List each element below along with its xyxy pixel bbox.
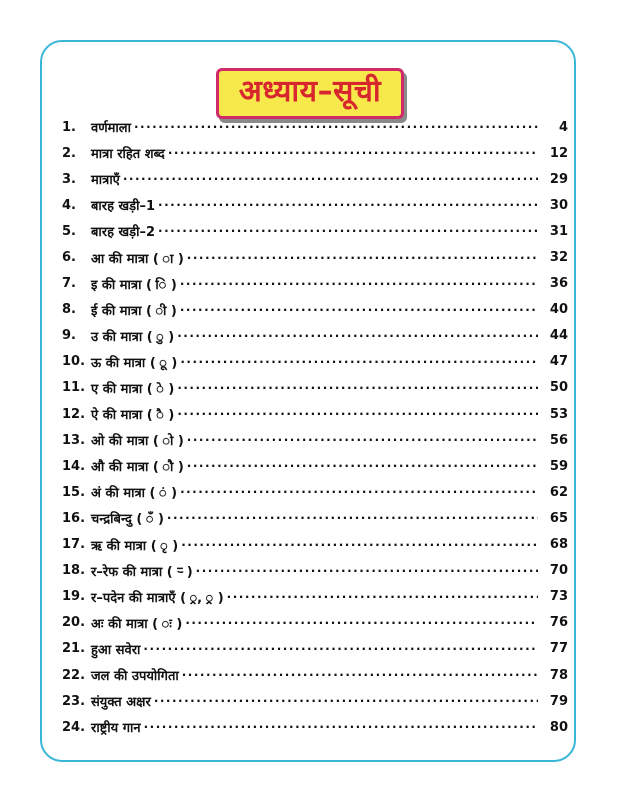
toc-entry-title: राष्ट्रीय गान [91, 721, 141, 737]
toc-entry-title: ए की मात्रा ( े ) [91, 381, 175, 397]
toc-entry-number: 4. [62, 197, 76, 213]
toc-entry-number: 23. [62, 693, 86, 709]
toc-entry [62, 323, 568, 349]
toc-entry-page: 44 [549, 328, 568, 344]
toc-entry-title: जल की उपयोगिता [91, 669, 179, 685]
page-title: अध्याय–सूची [216, 68, 404, 119]
toc-entry-number: 8. [62, 302, 76, 318]
toc-entry [62, 505, 568, 531]
toc-entry [62, 349, 568, 375]
toc-entry [62, 192, 568, 218]
dot-leader [187, 251, 538, 265]
toc-entry-number: 20. [62, 615, 86, 631]
toc-entry-number: 9. [62, 328, 76, 344]
toc-entry [62, 662, 568, 688]
toc-entry [62, 558, 568, 584]
dot-leader [144, 720, 538, 734]
toc-entry-page: 29 [549, 171, 568, 187]
toc-entry-page: 47 [549, 354, 568, 370]
toc-entry [62, 375, 568, 401]
toc-entry-page: 4 [558, 119, 568, 135]
toc-entry [62, 453, 568, 479]
toc-entry-number: 18. [62, 563, 86, 579]
dot-leader [158, 224, 538, 238]
toc-entry-number: 7. [62, 276, 76, 292]
toc-entry-page: 59 [549, 458, 568, 474]
toc-entry-page: 77 [549, 641, 568, 657]
toc-entry [62, 636, 568, 662]
toc-entry-title: अः की मात्रा ( ः ) [91, 616, 183, 632]
dot-leader [158, 198, 538, 212]
toc-entry [62, 166, 568, 192]
toc-entry-number: 14. [62, 458, 86, 474]
toc-entry-title: ऊ की मात्रा ( ू ) [91, 355, 178, 371]
toc-entry-title: र–पदेन की मात्राएँ ( ्र, ्र ) [91, 590, 224, 606]
toc-entry [62, 244, 568, 270]
toc-entry-title: बारह खड़ी–1 [91, 199, 156, 215]
toc-entry-title: मात्राएँ [91, 173, 120, 189]
dot-leader [177, 381, 538, 395]
toc-entry-page: 53 [549, 406, 568, 422]
toc-entry-number: 1. [62, 119, 76, 135]
toc-entry-page: 68 [549, 537, 568, 553]
dot-leader [187, 459, 538, 473]
title-banner [0, 68, 620, 119]
toc-entry [62, 714, 568, 740]
toc-entry-title: औ की मात्रा ( ौ ) [91, 460, 184, 476]
toc-entry-page: 12 [549, 145, 568, 161]
toc-entry-number: 10. [62, 354, 86, 370]
toc-entry-page: 40 [549, 302, 568, 318]
toc-entry [62, 427, 568, 453]
toc-entry-page: 79 [549, 693, 568, 709]
dot-leader [123, 172, 538, 186]
toc-entry-number: 21. [62, 641, 86, 657]
toc-entry [62, 271, 568, 297]
toc-entry-page: 36 [549, 276, 568, 292]
toc-entry [62, 218, 568, 244]
dot-leader [143, 642, 537, 656]
toc-entry [62, 114, 568, 140]
toc-entry-title: ओ की मात्रा ( ो ) [91, 434, 184, 450]
toc-entry [62, 401, 568, 427]
toc-entry [62, 610, 568, 636]
toc-entry-title: आ की मात्रा ( ा ) [91, 251, 184, 267]
toc-entry-number: 2. [62, 145, 76, 161]
toc-entry-number: 22. [62, 667, 86, 683]
toc-entry-number: 24. [62, 719, 86, 735]
dot-leader [154, 694, 538, 708]
toc-entry-page: 62 [549, 484, 568, 500]
dot-leader [180, 485, 538, 499]
toc-entry-page: 50 [549, 380, 568, 396]
toc-entry [62, 584, 568, 610]
toc-entry-title: हुआ सवेरा [91, 642, 141, 658]
toc-entry-number: 6. [62, 250, 76, 266]
toc-entry-title: चन्द्रबिन्दु ( ँ ) [91, 512, 164, 528]
toc-entry-number: 19. [62, 589, 86, 605]
toc-entry [62, 140, 568, 166]
toc-entry-number: 15. [62, 484, 86, 500]
toc-entry-title: उ की मात्रा ( ु ) [91, 329, 175, 345]
toc-entry-title: वर्णमाला [91, 121, 131, 137]
toc-entry-title: बारह खड़ी–2 [91, 225, 156, 241]
toc-entry [62, 532, 568, 558]
toc-entry-number: 17. [62, 537, 86, 553]
toc-entry-number: 5. [62, 223, 76, 239]
toc-entry-page: 65 [549, 510, 568, 526]
toc-entry [62, 479, 568, 505]
toc-entry-page: 73 [549, 589, 568, 605]
dot-leader [180, 355, 538, 369]
dot-leader [168, 146, 538, 160]
dot-leader [227, 590, 538, 604]
toc-entry-title: मात्रा रहित शब्द [91, 147, 165, 163]
dot-leader [185, 616, 538, 630]
toc-entry-number: 3. [62, 171, 76, 187]
toc-entry-page: 32 [549, 250, 568, 266]
dot-leader [196, 564, 538, 578]
dot-leader [180, 277, 538, 291]
dot-leader [180, 303, 538, 317]
toc-entry-page: 56 [549, 432, 568, 448]
toc-entry [62, 688, 568, 714]
toc-entry-page: 70 [549, 563, 568, 579]
dot-leader [167, 511, 538, 525]
toc-entry-title: ऐ की मात्रा ( ै ) [91, 408, 175, 424]
dot-leader [181, 538, 538, 552]
dot-leader [182, 668, 538, 682]
toc-entry-number: 11. [62, 380, 86, 396]
toc-entry-page: 31 [549, 223, 568, 239]
toc-entry-page: 78 [549, 667, 568, 683]
toc-entry-title: संयुक्त अक्षर [91, 695, 151, 711]
toc-entry-page: 80 [549, 719, 568, 735]
toc-entry-title: ऋ की मात्रा ( ृ ) [91, 538, 179, 554]
toc-entry-number: 13. [62, 432, 86, 448]
toc-entry-page: 30 [549, 197, 568, 213]
dot-leader [187, 433, 538, 447]
toc-entry-title: र–रेफ की मात्रा ( र्‍ ) [91, 564, 193, 580]
dot-leader [177, 407, 538, 421]
toc-entry-number: 16. [62, 510, 86, 526]
dot-leader [134, 120, 538, 134]
toc-entry-page: 76 [549, 615, 568, 631]
toc-entry-number: 12. [62, 406, 86, 422]
toc-entry [62, 297, 568, 323]
dot-leader [177, 329, 538, 343]
toc-entry-title: इ की मात्रा ( ि ) [91, 277, 177, 293]
toc-entry-title: ई की मात्रा ( ी ) [91, 303, 177, 319]
table-of-contents [62, 114, 568, 740]
toc-entry-title: अं की मात्रा ( ं ) [91, 486, 178, 502]
